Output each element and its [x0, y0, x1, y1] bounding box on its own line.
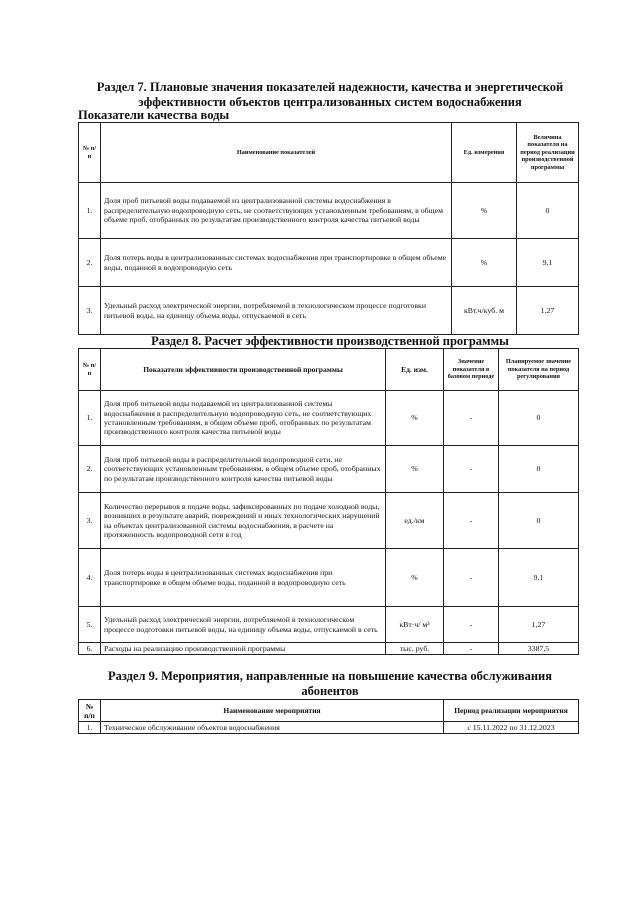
row-name: Удельный расход электрической энергии, потребляемой в технологическом процессе подготовки питьевой воды, на единицу объема воды, отпускаемой в сеть	[101, 607, 386, 643]
section7-subtitle: Показатели качества воды	[78, 108, 230, 122]
row-planned: 3387,5	[499, 643, 579, 655]
row-value: 0	[517, 183, 579, 239]
table-row	[79, 607, 579, 643]
efficiency-table	[78, 348, 579, 655]
row-period: с 15.11.2022 по 31.12.2023	[444, 722, 579, 734]
section9-title-line2: абонентов	[301, 684, 359, 698]
row-planned: 0	[499, 493, 579, 549]
section8-title: Раздел 8. Расчет эффективности производственной программы	[151, 334, 509, 348]
row-unit: тыс. руб.	[386, 643, 444, 655]
row-unit: кВт.ч/куб. м	[452, 287, 517, 335]
measures-table	[78, 699, 579, 734]
row-unit: кВт·ч/ м³	[386, 607, 444, 643]
header-num: № п/п	[79, 123, 101, 183]
row-num: 1.	[79, 183, 101, 239]
quality-indicators-table	[78, 122, 579, 335]
row-base: -	[444, 549, 499, 607]
row-num: 4.	[79, 549, 101, 607]
row-num: 1.	[79, 722, 101, 734]
header-value: Величина показателя на период реализации производственной программы	[517, 123, 579, 183]
row-num: 6.	[79, 643, 101, 655]
table-row	[79, 183, 579, 239]
header-name: Показатели эффективности производственной программы	[101, 349, 386, 391]
header-name: Наименование мероприятия	[101, 700, 444, 722]
row-base: -	[444, 493, 499, 549]
header-base: Значение показателя в базовом периоде	[444, 349, 499, 391]
row-name: Доля проб питьевой воды подаваемой из централизованной системы водоснабжения в распределительную водопроводную сеть, не соответствующих установленным требованиям, в общем объеме проб, отобранных по результатам производственного контроля качества питьевой воды	[101, 391, 386, 446]
row-planned: 9,1	[499, 549, 579, 607]
row-unit: %	[452, 183, 517, 239]
table-row	[79, 549, 579, 607]
row-base: -	[444, 391, 499, 446]
table-row	[79, 446, 579, 493]
table-row	[79, 493, 579, 549]
row-planned: 0	[499, 391, 579, 446]
row-name: Техническое обслуживание объектов водоснабжения	[101, 722, 444, 734]
row-unit: %	[452, 239, 517, 287]
row-unit: ед./км	[386, 493, 444, 549]
row-planned: 1,27	[499, 607, 579, 643]
table-header-row	[79, 700, 579, 722]
row-value: 1,27	[517, 287, 579, 335]
row-num: 3.	[79, 287, 101, 335]
row-num: 3.	[79, 493, 101, 549]
row-base: -	[444, 607, 499, 643]
row-num: 1.	[79, 391, 101, 446]
row-planned: 0	[499, 446, 579, 493]
section7-title-line1: Раздел 7. Плановые значения показателей надежности, качества и энергетической	[96, 80, 564, 94]
table-row	[79, 239, 579, 287]
row-name: Доля потерь воды в централизованных системах водоснабжения при транспортировке в общем объеме воды, поданной в водопроводную сеть	[101, 549, 386, 607]
section7-title-line2: эффективности объектов централизованных систем водоснабжения	[138, 95, 522, 109]
row-num: 2.	[79, 446, 101, 493]
row-name: Удельный расход электрической энергии, потребляемой в технологическом процессе подготовки питьевой воды, на единицу объема воды, отпускаемой в сеть	[101, 287, 452, 335]
row-name: Расходы на реализацию производственной программы	[101, 643, 386, 655]
table-header-row	[79, 123, 579, 183]
row-name: Доля проб питьевой воды подаваемой из централизованной системы водоснабжения в распределительную водопроводную сеть, не соответствующих установленным требованиям, в общем объеме проб, отобранных по результатам производственного контроля качества питьевой воды	[101, 183, 452, 239]
header-period: Период реализации мероприятия	[444, 700, 579, 722]
table-row	[79, 722, 579, 734]
row-num: 5.	[79, 607, 101, 643]
table-header-row	[79, 349, 579, 391]
header-unit: Ед. изм.	[386, 349, 444, 391]
row-base: -	[444, 446, 499, 493]
row-num: 2.	[79, 239, 101, 287]
row-unit: %	[386, 446, 444, 493]
header-planned: Планируемое значение показателя на период регулирования	[499, 349, 579, 391]
row-name: Доля проб питьевой воды в распределительной водопроводной сети, не соответствующих установленным требованиям, в общем объеме проб, отобранных по результатам производственного контроля качества питьевой воды	[101, 446, 386, 493]
table-row	[79, 287, 579, 335]
section9-title-line1: Раздел 9. Мероприятия, направленные на повышение качества обслуживания	[107, 669, 553, 683]
row-value: 9,1	[517, 239, 579, 287]
row-unit: %	[386, 391, 444, 446]
header-num: № п/п	[79, 700, 101, 722]
header-unit: Ед. измерения	[452, 123, 517, 183]
header-name: Наименование показателей	[101, 123, 452, 183]
row-name: Доля потерь воды в централизованных системах водоснабжения при транспортировке в общем объеме воды, поданной в водопроводную сеть	[101, 239, 452, 287]
row-base: -	[444, 643, 499, 655]
row-name: Количество перерывов в подаче воды, зафиксированных по подаче холодной воды, возникших в результате аварий, повреждений и иных технологических нарушений на объектах централизованной системы водоснабжения, в расчете на протяженность водопроводной сети в год	[101, 493, 386, 549]
header-num: № п/п	[79, 349, 101, 391]
row-unit: %	[386, 549, 444, 607]
table-row	[79, 643, 579, 655]
table-row	[79, 391, 579, 446]
